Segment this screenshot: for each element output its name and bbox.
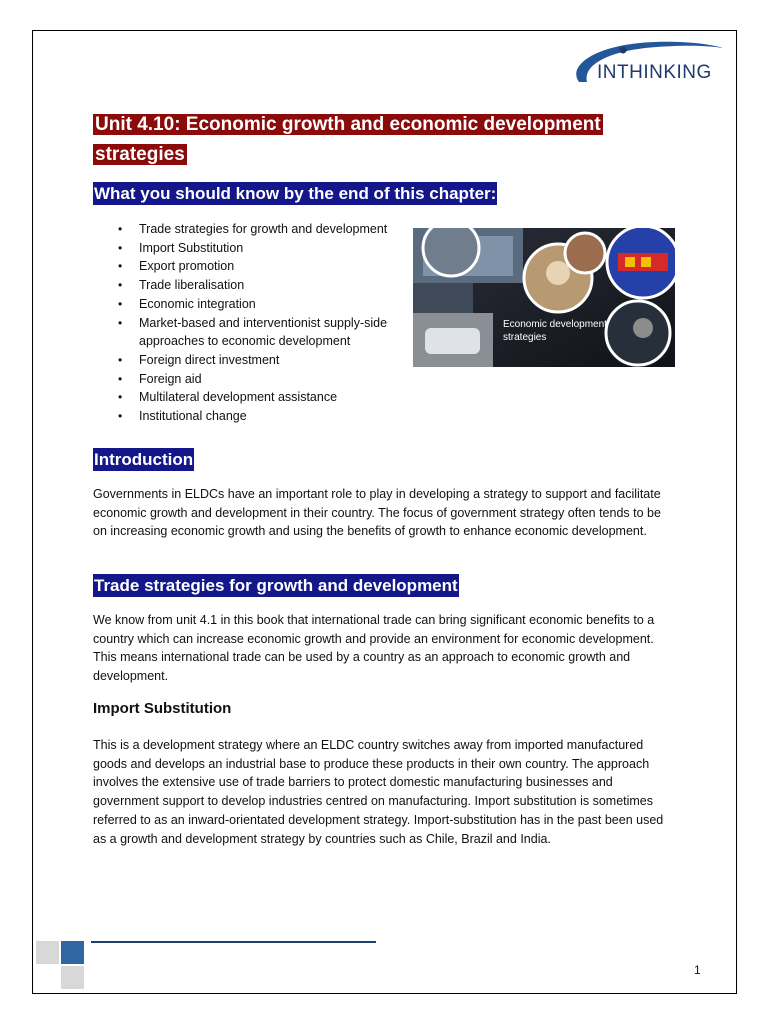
trade-strategies-heading: Trade strategies for growth and development — [94, 576, 458, 595]
introduction-paragraph: Governments in ELDCs have an important role to play in developing a strategy to support and facilitate economic growth and development in their country. The focus of government strategy often tends to be on increasing economic growth and using the benefits of growth to enhance economic development. — [93, 487, 661, 539]
title-line-2: strategies — [95, 144, 185, 165]
economic-development-collage-image — [413, 228, 675, 367]
page-title — [93, 110, 673, 170]
list-item: • Trade strategies for growth and development — [118, 220, 408, 239]
objectives-heading: What you should know by the end of this chapter: — [94, 184, 497, 203]
objectives-list — [118, 220, 408, 426]
collage-caption: Economic development strategies — [503, 319, 607, 343]
list-item: • Trade liberalisation — [118, 276, 408, 295]
logo-text: INTHINKING — [597, 62, 712, 83]
trade-strategies-paragraph: We know from unit 4.1 in this book that international trade can bring significant economic benefits to a country which can increase economic growth and provide an environment for economic development. This means international trade can be used by a country as an approach to economic growth and development. — [93, 613, 655, 684]
list-item: • Import Substitution — [118, 239, 408, 258]
page-number: 1 — [694, 963, 701, 977]
list-item: • Foreign direct investment — [118, 351, 408, 370]
list-item: • Multilateral development assistance — [118, 388, 408, 407]
collage-graphic — [413, 228, 675, 367]
footer-decor-square — [61, 941, 84, 964]
title-line-1: Unit 4.10: Economic growth and economic development — [95, 114, 601, 135]
footer-decor-square — [61, 966, 84, 989]
import-substitution-paragraph: This is a development strategy where an ELDC country switches away from imported manufactured goods and develops an industrial base to produce these products in their own country. The approach involves the extensive use of trade barriers to protect domestic manufacturing businesses and government support to develop industries centred on manufacturing. Import substitution is sometimes referred to as an inward-orientated development strategy. Import-substitution has in the past been used as a growth and development strategy by countries such as Chile, Brazil and India. — [93, 738, 664, 846]
footer-decor-square — [36, 966, 59, 989]
list-item: • Market-based and interventionist supply-side approaches to economic development — [118, 314, 408, 351]
footer-decor-square — [36, 941, 59, 964]
introduction-heading: Introduction — [94, 450, 194, 469]
footer-rule — [91, 941, 376, 943]
list-item: • Economic integration — [118, 295, 408, 314]
import-substitution-heading: Import Substitution — [93, 700, 232, 717]
list-item: • Institutional change — [118, 407, 408, 426]
list-item: • Export promotion — [118, 257, 408, 276]
list-item: • Foreign aid — [118, 370, 408, 389]
